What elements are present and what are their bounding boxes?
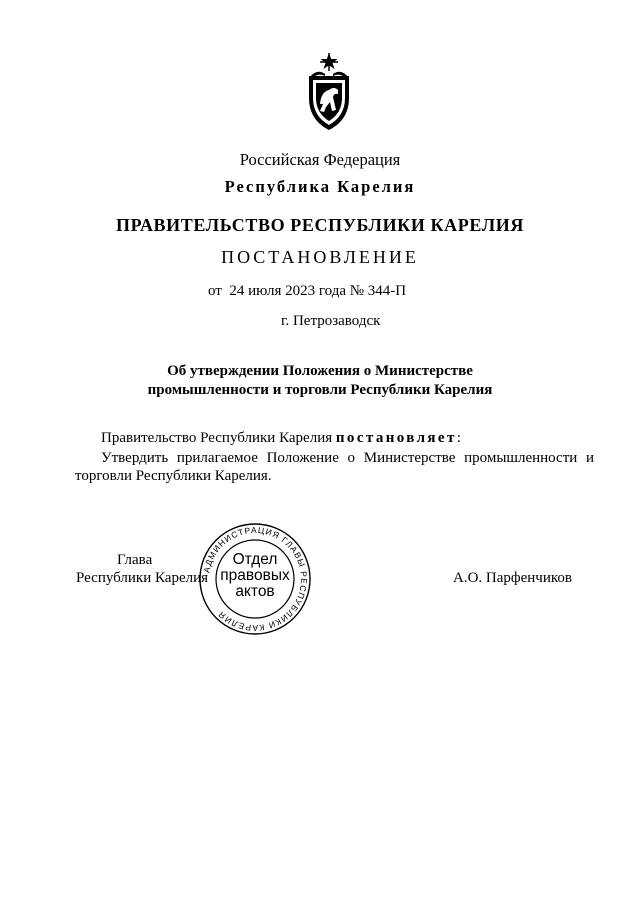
resolution-text [75,449,594,485]
stamp-line-3: актов [235,583,275,600]
document-city: г. Петрозаводск [281,313,381,329]
preamble [101,430,461,447]
signatory-title-line-2: Республики Карелия [76,570,209,586]
republic-name: Республика Карелия [224,177,416,196]
stamp-line-2: правовых [220,567,290,584]
subject-line-2: промышленности и торговли Республики Карелия [147,382,493,398]
document-date-number: от 24 июля 2023 года № 344-П [208,283,407,299]
preamble-action: постановляет [335,430,457,446]
signatory-name: А.О. Парфенчиков [453,570,572,586]
karelia-coat-of-arms-icon [303,52,355,132]
stamp-center-text [210,552,300,600]
subject-line-1: Об утверждении Положения о Министерстве [167,363,473,379]
issuing-body: ПРАВИТЕЛЬСТВО РЕСПУБЛИКИ КАРЕЛИЯ [116,215,524,235]
resolution-line-1: Утвердить прилагаемое Положение о Министерстве промышленности и [101,450,594,466]
stamp-ring-text: АДМИНИСТРАЦИЯ ГЛАВЫ РЕСПУБЛИКИ КАРЕЛИЯ [201,524,310,634]
stamp-line-1: Отдел [232,551,278,568]
document-subject [0,362,640,400]
preamble-prefix: Правительство Республики Карелия [101,430,336,446]
preamble-suffix: : [456,430,461,446]
resolution-line-2: торговли Республики Карелия. [75,468,272,484]
signatory-title-line-1: Глава [117,552,153,568]
document-type: ПОСТАНОВЛЕНИЕ [221,247,419,267]
country-name: Российская Федерация [239,150,401,169]
